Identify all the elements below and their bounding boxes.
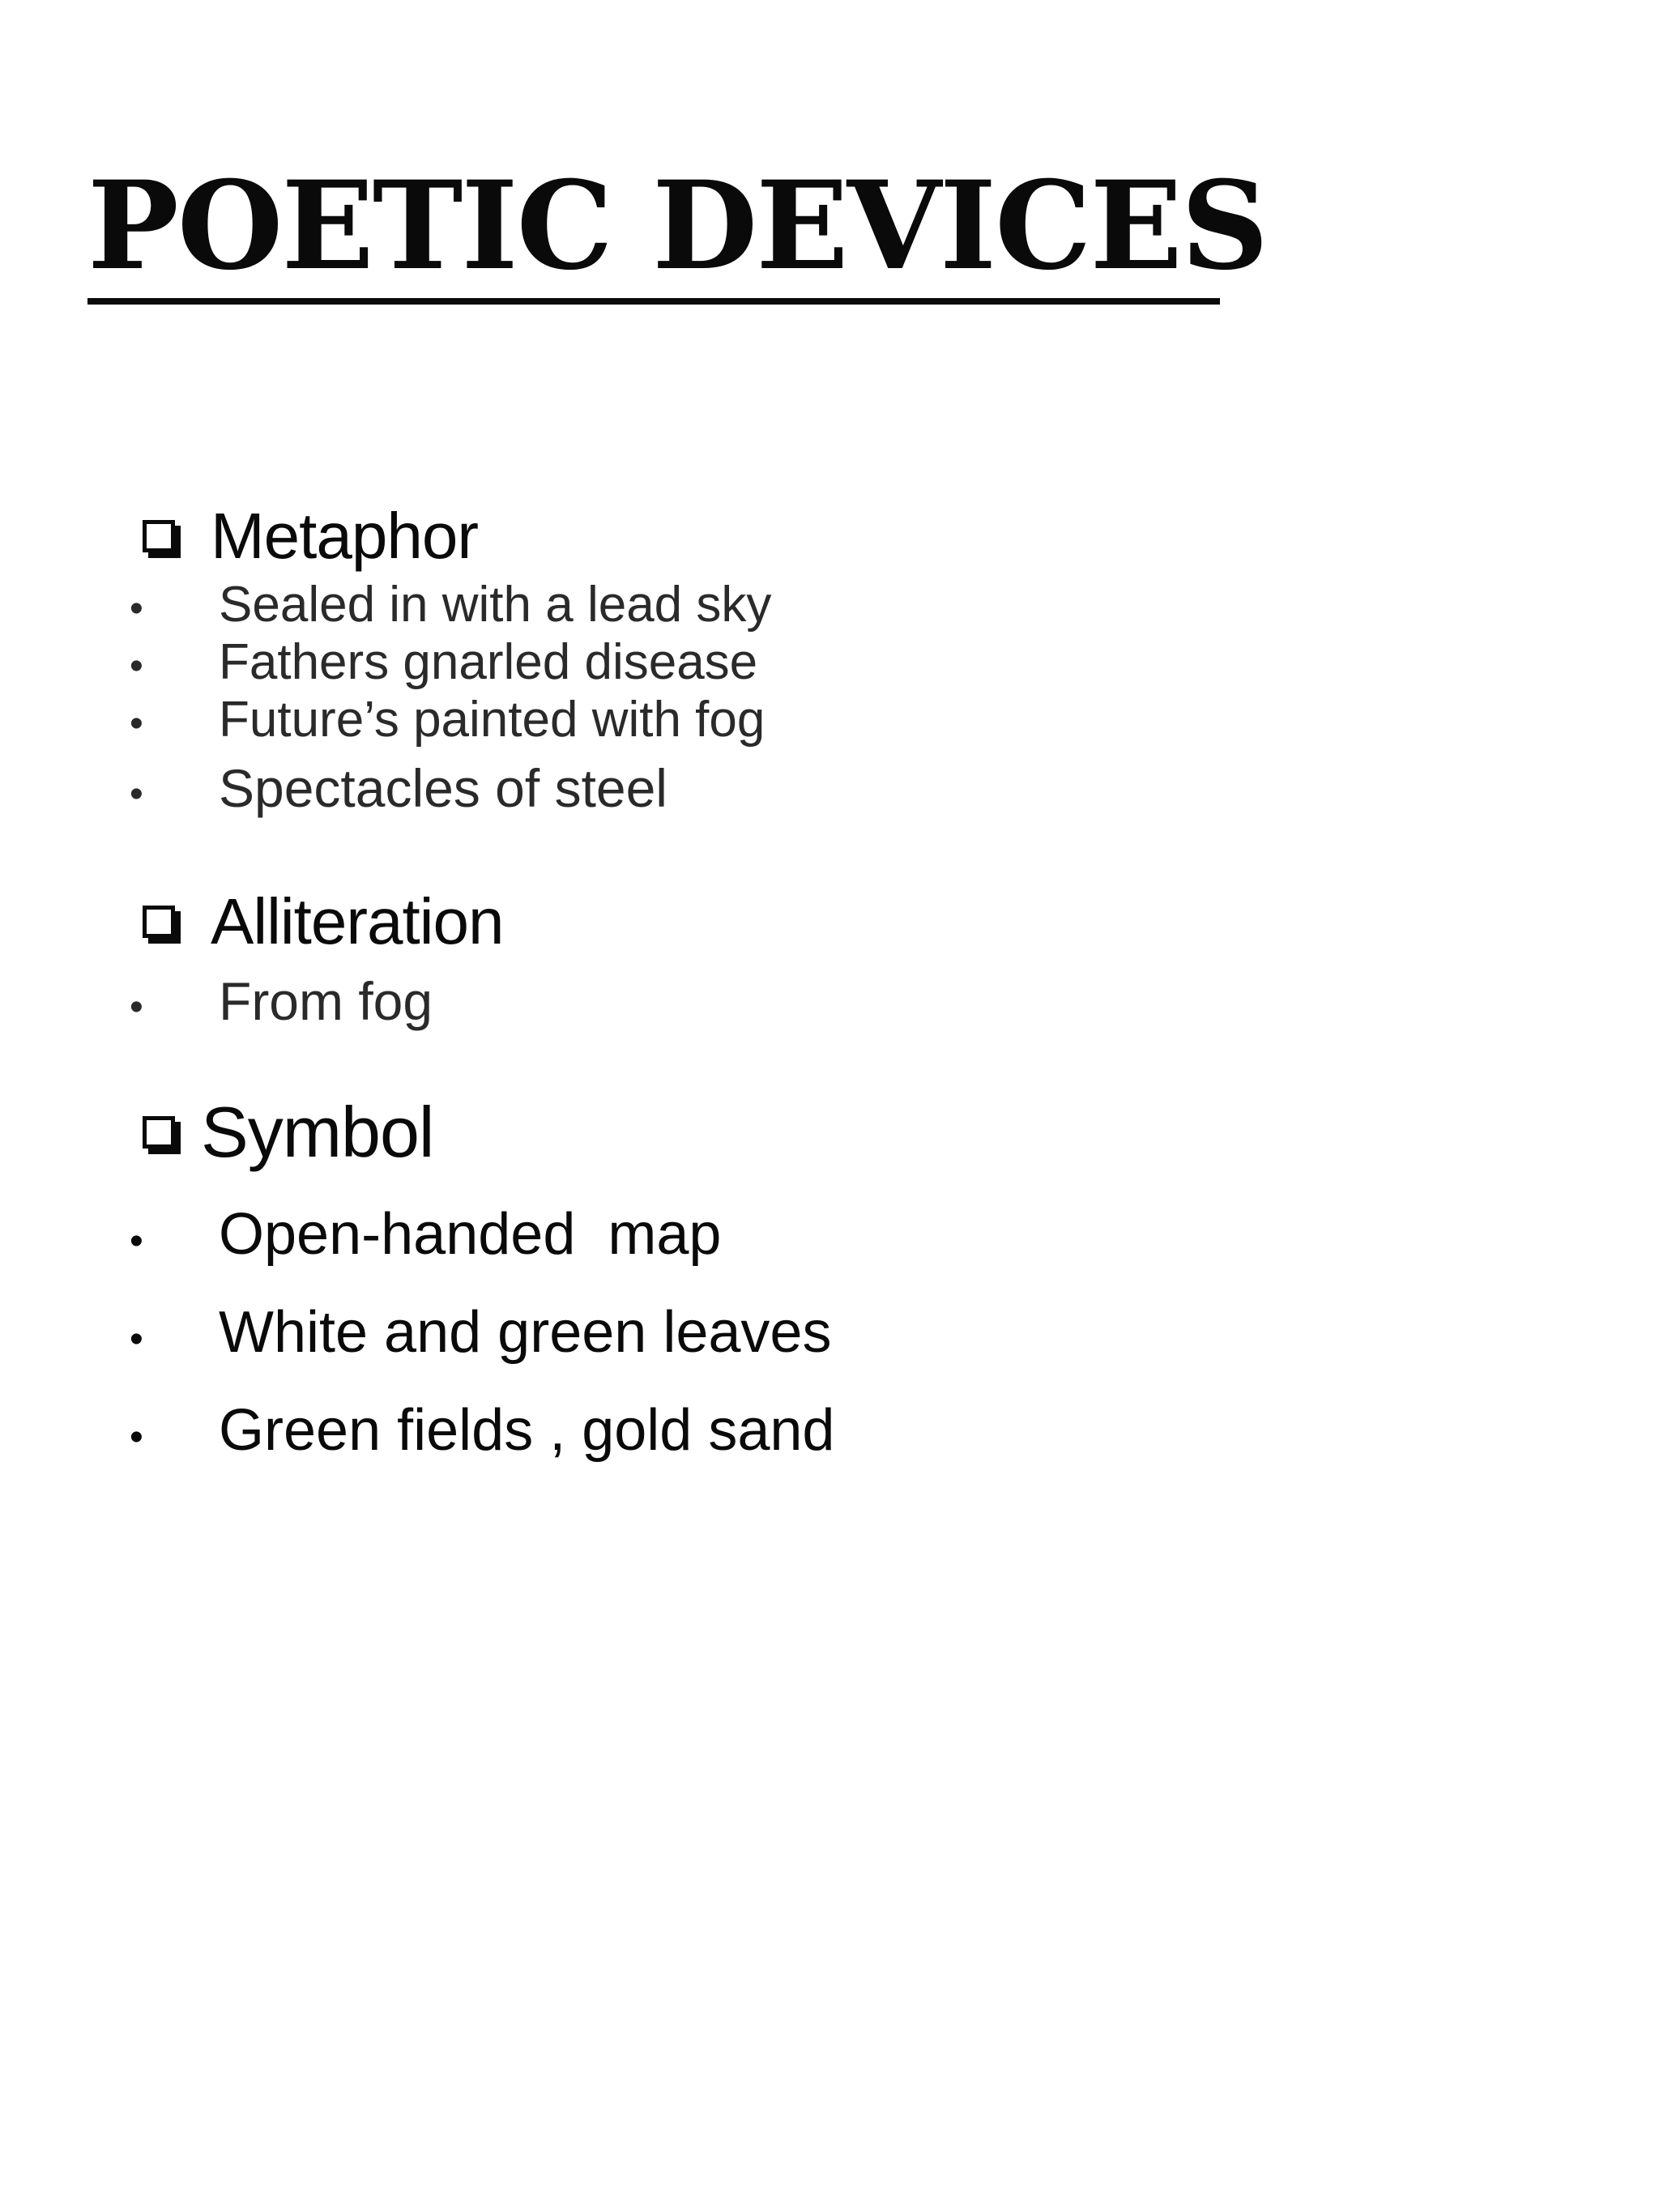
list-item (130, 756, 771, 827)
list-item (130, 578, 771, 636)
bullet-icon: • (130, 587, 143, 630)
checkbox-icon (143, 520, 175, 552)
list-item (130, 1385, 834, 1483)
bullet-icon: • (130, 702, 143, 745)
list-item-text: Green fields , gold sand (219, 1398, 835, 1463)
section-heading-label: Alliteration (211, 885, 504, 957)
bullet-icon: • (130, 645, 143, 688)
alliteration-list (130, 969, 433, 1040)
list-item-text: Spectacles of steel (219, 758, 667, 818)
bullet-icon: • (130, 986, 143, 1029)
list-item (130, 1287, 834, 1385)
bullet-icon: • (130, 1318, 143, 1361)
bullet-icon: • (130, 1220, 143, 1263)
list-item-text: Open-handed map (219, 1202, 722, 1267)
section-heading-alliteration (143, 885, 504, 957)
checkbox-icon (143, 1116, 175, 1149)
list-item-text: From fog (219, 971, 433, 1031)
page-title: POETIC DEVICES (87, 155, 1268, 297)
section-heading-label: Symbol (201, 1092, 434, 1172)
section-heading-symbol (143, 1092, 434, 1172)
metaphor-list (130, 578, 771, 827)
list-item-text: Fathers gnarled disease (219, 634, 758, 690)
bullet-icon: • (130, 773, 143, 816)
title-underline (87, 298, 1220, 305)
section-heading-metaphor (143, 500, 478, 572)
list-item-text: White and green leaves (219, 1300, 832, 1365)
section-heading-label: Metaphor (211, 500, 478, 572)
list-item (130, 1189, 834, 1287)
symbol-list (130, 1189, 834, 1483)
list-item-text: Future’s painted with fog (219, 692, 766, 748)
list-item (130, 636, 771, 693)
bullet-icon: • (130, 1416, 143, 1459)
list-item-text: Sealed in with a lead sky (219, 577, 772, 633)
list-item (130, 969, 433, 1040)
checkbox-icon (143, 906, 175, 938)
list-item (130, 693, 771, 751)
